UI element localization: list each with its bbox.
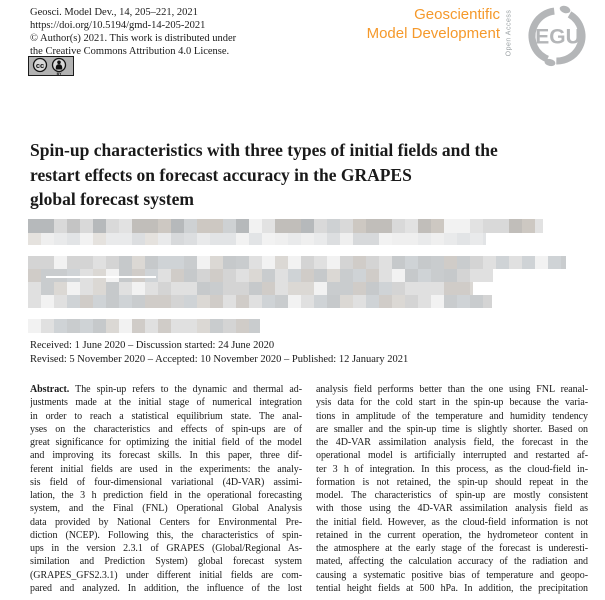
paper-title xyxy=(30,138,498,212)
abstract-text-line: and improving its forecast skills. In this paper, three dif- xyxy=(30,450,302,462)
abstract-text-line: diction (NCEP). Following this, the characteristics of spin- xyxy=(30,529,302,541)
abstract-text-line: the atmosphere at the early stage of the forecast is underesti- xyxy=(316,543,588,554)
abstract-text-line: the 4D-VAR assimilation analysis field, the forecast in the xyxy=(316,437,588,448)
redacted-affiliation-line xyxy=(28,256,566,269)
abstract-right-column xyxy=(316,383,588,595)
abstract-text-line: mated, affecting the calculation accuracy of the radiation and xyxy=(316,556,588,568)
dates-block xyxy=(30,339,408,367)
by-label: BY xyxy=(56,72,62,76)
abstract-text-line: similation and Prediction System) global forecast system xyxy=(30,556,302,568)
abstract-text-line: tential height fields at 500 hPa. In addition, the precipitation xyxy=(316,582,588,594)
abstract-text-line: great significance for optimizing the initial field of the model xyxy=(30,437,302,448)
abstract-text-line: (GRAPES_GFS2.3.1) under different initial fields are com- xyxy=(30,569,302,581)
abstract-first-line xyxy=(30,383,302,396)
cc-label: cc xyxy=(35,61,45,70)
abstract-text-line: system, and the Final (FNL) Operational Global Analysis xyxy=(30,503,302,515)
egu-logo-text: EGU xyxy=(535,25,581,49)
abstract-text-line: lation, the 3 h prediction field in the operational forecasting xyxy=(30,490,302,501)
cc-by-badge-icon xyxy=(28,56,74,76)
journal-name-line-1: Geoscientific xyxy=(414,6,500,23)
abstract-text-line: analysis field performs better than the one using FNL reanal- xyxy=(316,384,588,395)
redaction-highlight-streak xyxy=(46,276,156,278)
paper-title-line: Spin-up characteristics with three types of initial fields and the xyxy=(30,140,498,160)
license-line-1: © Author(s) 2021. This work is distributed under xyxy=(30,33,237,44)
redacted-affiliation-line xyxy=(28,295,492,308)
abstract-text-line: the initial field. However, as the cloud-field information is not xyxy=(316,516,588,528)
abstract-text-line: operational model is artificially interrupted and restarted af- xyxy=(316,450,588,462)
paper-title-line: restart effects on forecast accuracy in the GRAPES xyxy=(30,164,412,185)
abstract-text-line: justments made at the initial stage of numerical integration xyxy=(30,397,302,409)
abstract-text-line: sis field of four-dimensional variational (4D-VAR) assimi- xyxy=(30,476,302,488)
abstract-left-column xyxy=(30,383,302,595)
egu-logo xyxy=(521,3,593,74)
redacted-author-line xyxy=(28,233,486,245)
paper-title-line: global forecast system xyxy=(30,189,194,209)
journal-citation: Geosci. Model Dev., 14, 205–221, 2021 xyxy=(30,7,198,18)
abstract-text-line: causing a systematic positive bias of temperature and geopo- xyxy=(316,569,588,581)
abstract-text-line: data provided by National Centers for Environmental Pre- xyxy=(30,516,302,528)
person-head-icon xyxy=(57,61,61,65)
abstract-text-line: pared and analyzed. In addition, the influence of the lost xyxy=(30,582,302,594)
abstract-text-line: retained in the current operation, the hydrometeor content in xyxy=(316,529,588,541)
abstract-text-line: ferent initial fields are used in the experiments: the analy- xyxy=(30,463,302,475)
redacted-correspondence-line xyxy=(28,319,260,333)
abstract-label: Abstract. xyxy=(30,384,70,395)
abstract-text-line: ups in the version 2.3.1 of GRAPES (Global/Regional As- xyxy=(30,543,302,554)
doi-link[interactable]: https://doi.org/10.5194/gmd-14-205-2021 xyxy=(30,20,206,31)
abstract-text-line: ter 3 h of integration. In this process, as the cloud-field in- xyxy=(316,463,588,475)
license-line-2: the Creative Commons Attribution 4.0 License. xyxy=(30,46,230,57)
journal-name xyxy=(367,5,500,43)
abstract-text-line: are smaller and the spin-up time is slightly shorter. Based on xyxy=(316,423,588,435)
abstract-first-line-text: The spin-up refers to the dynamic and thermal ad- xyxy=(75,384,302,395)
open-access-label: Open Access xyxy=(505,9,513,57)
abstract-text-line: yses on the characteristics and effects of spin-ups are of xyxy=(30,423,302,435)
revised-line: Revised: 5 November 2020 – Accepted: 10 November 2020 – Published: 12 January 2021 xyxy=(30,354,409,365)
redacted-author-line xyxy=(28,219,543,233)
abstract-text-line: tions in amplitude of the temperature and humidity tendency xyxy=(316,410,588,422)
received-line: Received: 1 June 2020 – Discussion started: 24 June 2020 xyxy=(30,340,275,351)
abstract-text-line: ysis data for the cold start in the spin-up because the varia- xyxy=(316,397,588,409)
abstract-text-line: with those using the 4D-VAR assimilation analysis field as xyxy=(316,503,588,515)
egu-logo-icon xyxy=(521,3,593,69)
citation-block xyxy=(30,6,236,58)
redacted-affiliation-line xyxy=(28,282,473,295)
abstract-text-line: model. The characteristics of spin-up are mostly consistent xyxy=(316,490,588,501)
journal-name-line-2: Model Development xyxy=(366,25,500,42)
cc-by-badge[interactable] xyxy=(28,56,74,81)
abstract-text-line: in order to reach a statistical equilibrium state. The anal- xyxy=(30,410,302,422)
abstract-text-line: formation is not retained, the spin-up should repeat in the xyxy=(316,476,588,488)
